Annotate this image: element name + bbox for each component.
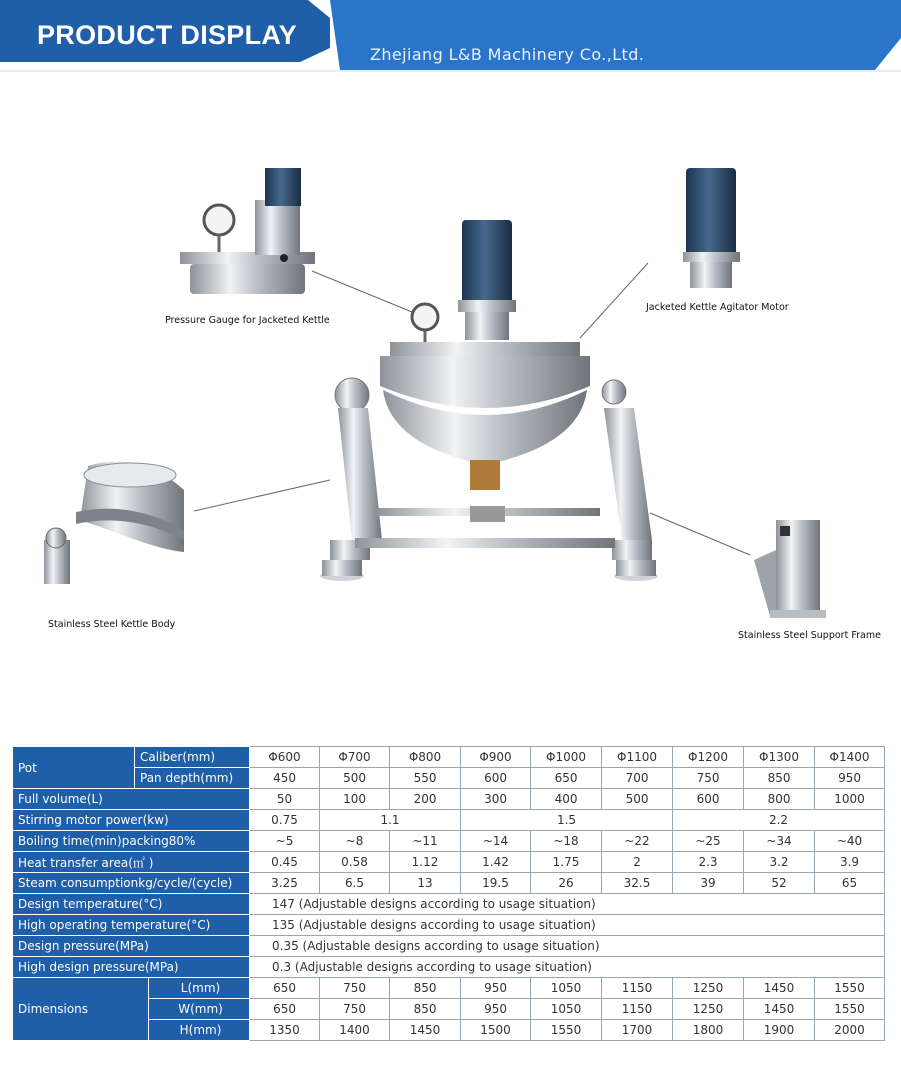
table-cell: 52 [744,873,815,894]
kettle-illustration [0,140,901,660]
spec-table [12,746,885,1041]
table-row [13,831,885,852]
table-row [13,810,885,831]
width-label: W(mm) [149,999,250,1020]
boiling-time-label: Boiling time(min)packing80% [13,831,250,852]
table-cell: ~18 [531,831,602,852]
high-design-pressure-label: High design pressure(MPa) [13,957,250,978]
table-cell: 950 [461,978,531,999]
table-cell: 1500 [461,1020,531,1041]
table-cell: 2.2 [673,810,885,831]
pressure-gauge-detail [180,168,315,294]
table-cell: Φ700 [320,747,390,768]
table-cell: 1450 [744,978,815,999]
design-pressure-label: Design pressure(MPa) [13,936,250,957]
full-volume-label: Full volume(L) [13,789,250,810]
table-cell: 3.25 [250,873,320,894]
table-cell: 32.5 [602,873,673,894]
table-cell: Φ800 [390,747,461,768]
dimensions-label: Dimensions [13,978,149,1041]
table-cell: 1700 [602,1020,673,1041]
kettle-body-detail [44,461,184,584]
table-cell: 100 [320,789,390,810]
header-banner [0,0,901,75]
product-figure [0,140,901,660]
table-cell: 950 [815,768,885,789]
table-cell: 147 (Adjustable designs according to usage situation) [250,894,885,915]
table-row [13,894,885,915]
table-cell: ~11 [390,831,461,852]
pressure-gauge-leader-line [312,271,412,312]
support-frame-label: Stainless Steel Support Frame [738,630,881,641]
table-cell: Φ1200 [673,747,744,768]
table-cell: 1550 [531,1020,602,1041]
table-cell: 1550 [815,999,885,1020]
table-cell: 26 [531,873,602,894]
table-cell: 1150 [602,978,673,999]
table-cell: 39 [673,873,744,894]
table-cell: 450 [250,768,320,789]
table-row [13,873,885,894]
table-cell: 600 [461,768,531,789]
agitator-motor-leader-line [580,263,648,338]
pan-depth-label: Pan depth(mm) [135,768,250,789]
table-cell: Φ600 [250,747,320,768]
table-cell: 600 [673,789,744,810]
table-cell: 0.58 [320,852,390,873]
table-cell: 1800 [673,1020,744,1041]
table-cell: 50 [250,789,320,810]
height-label: H(mm) [149,1020,250,1041]
table-cell: 850 [744,768,815,789]
table-cell: 0.45 [250,852,320,873]
table-cell: 800 [744,789,815,810]
table-cell: 2000 [815,1020,885,1041]
table-row [13,747,885,768]
table-row [13,789,885,810]
table-cell: 19.5 [461,873,531,894]
table-cell: 1450 [390,1020,461,1041]
table-cell: 300 [461,789,531,810]
high-operating-temperature-label: High operating temperature(°C) [13,915,250,936]
company-name: Zhejiang L&B Machinery Co.,Ltd. [370,45,645,64]
heat-transfer-label: Heat transfer area(㎡ ) [13,852,250,873]
table-cell: 0.3 (Adjustable designs according to usage situation) [250,957,885,978]
table-row [13,957,885,978]
table-cell: 650 [531,768,602,789]
table-row [13,936,885,957]
table-row [13,768,885,789]
table-cell: 750 [320,999,390,1020]
table-cell: Φ900 [461,747,531,768]
table-cell: 1150 [602,999,673,1020]
page-title: PRODUCT DISPLAY [37,20,298,50]
table-cell: 2 [602,852,673,873]
table-cell: 700 [602,768,673,789]
table-row [13,852,885,873]
table-cell: 1.42 [461,852,531,873]
table-cell: 400 [531,789,602,810]
jacketed-kettle-main [320,220,658,581]
table-cell: 1450 [744,999,815,1020]
table-cell: Φ1100 [602,747,673,768]
table-cell: 1900 [744,1020,815,1041]
agitator-motor-label: Jacketed Kettle Agitator Motor [646,302,789,313]
table-cell: ~8 [320,831,390,852]
table-cell: 550 [390,768,461,789]
table-cell: 650 [250,978,320,999]
table-cell: ~5 [250,831,320,852]
table-cell: 850 [390,999,461,1020]
table-cell: 650 [250,999,320,1020]
table-cell: 1.75 [531,852,602,873]
table-row [13,915,885,936]
table-cell: Φ1300 [744,747,815,768]
table-cell: 750 [320,978,390,999]
table-cell: ~25 [673,831,744,852]
kettle-body-label: Stainless Steel Kettle Body [48,619,176,630]
table-cell: ~22 [602,831,673,852]
table-cell: 750 [673,768,744,789]
length-label: L(mm) [149,978,250,999]
table-cell: 1.12 [390,852,461,873]
table-cell: ~14 [461,831,531,852]
steam-consumption-label: Steam consumptionkg/cycle/(cycle) [13,873,250,894]
table-cell: 3.9 [815,852,885,873]
table-cell: 1.1 [320,810,461,831]
table-row [13,978,885,999]
table-cell: 1050 [531,999,602,1020]
caliber-label: Caliber(mm) [135,747,250,768]
table-cell: 1050 [531,978,602,999]
stirring-power-label: Stirring motor power(kw) [13,810,250,831]
table-cell: 13 [390,873,461,894]
table-cell: 500 [602,789,673,810]
table-cell: 6.5 [320,873,390,894]
table-cell: 3.2 [744,852,815,873]
table-cell: ~40 [815,831,885,852]
table-cell: 1000 [815,789,885,810]
table-cell: 850 [390,978,461,999]
table-cell: Φ1400 [815,747,885,768]
table-cell: 65 [815,873,885,894]
table-cell: 200 [390,789,461,810]
table-cell: 1.5 [461,810,673,831]
table-cell: 950 [461,999,531,1020]
support-frame-leader-line [650,513,750,555]
table-cell: 135 (Adjustable designs according to usage situation) [250,915,885,936]
table-cell: 2.3 [673,852,744,873]
table-cell: Φ1000 [531,747,602,768]
table-cell: 1250 [673,999,744,1020]
table-cell: 1350 [250,1020,320,1041]
support-frame-detail [754,520,826,618]
table-cell: 1250 [673,978,744,999]
agitator-motor-detail [683,168,740,288]
table-cell: 1550 [815,978,885,999]
design-temperature-label: Design temperature(°C) [13,894,250,915]
table-cell: 0.35 (Adjustable designs according to usage situation) [250,936,885,957]
pressure-gauge-label: Pressure Gauge for Jacketed Kettle [165,315,330,326]
table-cell: 1400 [320,1020,390,1041]
table-cell: 500 [320,768,390,789]
table-cell: 0.75 [250,810,320,831]
table-cell: ~34 [744,831,815,852]
pot-label: Pot [13,747,135,789]
kettle-body-leader-line [194,480,330,511]
